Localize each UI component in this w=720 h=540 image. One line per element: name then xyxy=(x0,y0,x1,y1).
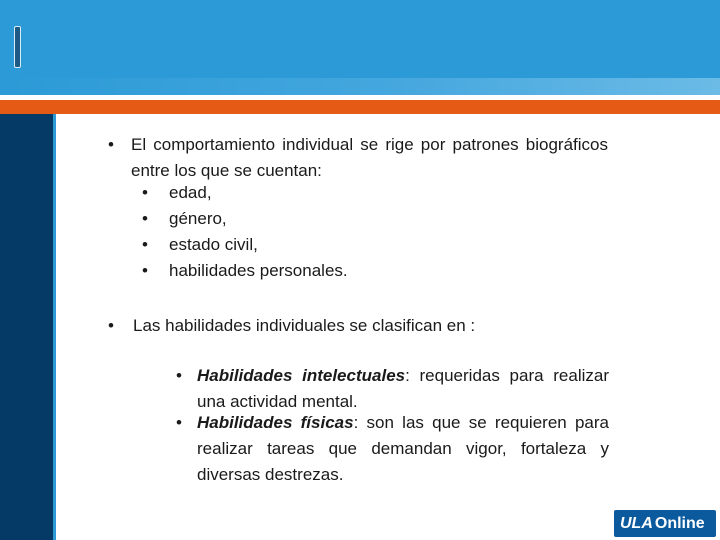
sub-item-genero: género, xyxy=(169,209,227,228)
sub-bullet-marker: • xyxy=(142,183,148,202)
definition-desc: : requeridas para realizar una actividad mental. xyxy=(197,366,609,411)
definition-term: Habilidades físicas xyxy=(197,413,354,432)
definition-bullet-marker: • xyxy=(176,413,182,432)
bullet-marker: • xyxy=(108,316,114,335)
definition-term: Habilidades intelectuales xyxy=(197,366,406,385)
ula-online-logo xyxy=(614,510,716,537)
sub-item-edad: edad, xyxy=(169,183,212,202)
definition-intelectuales xyxy=(197,363,609,415)
bullet-text-comportamiento: El comportamiento individual se rige por patrones biográficos entre los que se cuentan: xyxy=(131,135,608,180)
definition-bullet-marker: • xyxy=(176,366,182,385)
sub-item-estado-civil: estado civil, xyxy=(169,235,258,254)
sub-bullet-marker: • xyxy=(142,261,148,280)
bullet-marker: • xyxy=(108,135,114,154)
sub-bullet-marker: • xyxy=(142,235,148,254)
sub-bullet-marker: • xyxy=(142,209,148,228)
logo-brand: ULA xyxy=(620,515,653,532)
sub-item-habilidades-personales: habilidades personales. xyxy=(169,261,348,280)
logo-suffix: Online xyxy=(654,515,705,532)
definition-desc: : son las que se requieren para realizar tareas que demandan vigor, fortaleza y diversas destrezas. xyxy=(197,413,609,484)
definition-fisicas xyxy=(197,410,609,488)
bullet-text-habilidades: Las habilidades individuales se clasifican en : xyxy=(133,316,476,335)
